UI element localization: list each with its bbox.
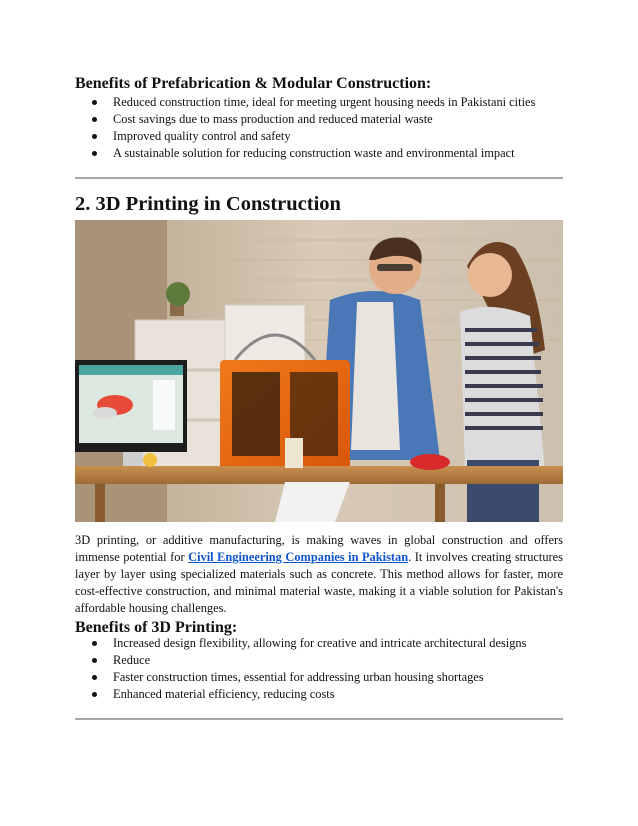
bullet-icon <box>92 151 97 156</box>
3d-printing-photo <box>75 220 563 522</box>
bullet-icon <box>92 100 97 105</box>
civil-engineering-link[interactable]: Civil Engineering Companies in Pakistan <box>188 550 409 564</box>
section-divider <box>75 718 563 720</box>
3d-printing-paragraph: 3D printing, or additive manufacturing, is making waves in global construction and offers immense potential for Civil Engineering Companies in Pakistan. It involves creating structures layer by layer using specialized materials such as concrete. This method allows for faster, more cost-effective construction, and minimal material waste, making it a viable solution for Pakistan's affordable housing challenges. <box>75 533 563 615</box>
list-item: A sustainable solution for reducing construction waste and environmental impact <box>75 145 563 162</box>
3d-benefits-list <box>75 635 563 703</box>
bullet-icon <box>92 134 97 139</box>
list-item: Reduce <box>75 652 563 669</box>
bullet-icon <box>92 117 97 122</box>
bullet-icon <box>92 675 97 680</box>
section-divider <box>75 177 563 179</box>
prefab-benefits-list <box>75 94 563 162</box>
list-item: Faster construction times, essential for addressing urban housing shortages <box>75 669 563 686</box>
bullet-icon <box>92 658 97 663</box>
section-title: 2. 3D Printing in Construction <box>75 193 341 215</box>
list-item: Enhanced material efficiency, reducing costs <box>75 686 563 703</box>
prefab-benefits-heading: Benefits of Prefabrication & Modular Construction: <box>75 75 432 92</box>
list-item: Improved quality control and safety <box>75 128 563 145</box>
bullet-icon <box>92 692 97 697</box>
photo-illustration <box>75 220 563 522</box>
3d-benefits-heading: Benefits of 3D Printing: <box>75 619 238 636</box>
list-item: Increased design flexibility, allowing for creative and intricate architectural designs <box>75 635 563 652</box>
bullet-icon <box>92 641 97 646</box>
list-item: Reduced construction time, ideal for meeting urgent housing needs in Pakistani cities <box>75 94 563 111</box>
list-item: Cost savings due to mass production and reduced material waste <box>75 111 563 128</box>
